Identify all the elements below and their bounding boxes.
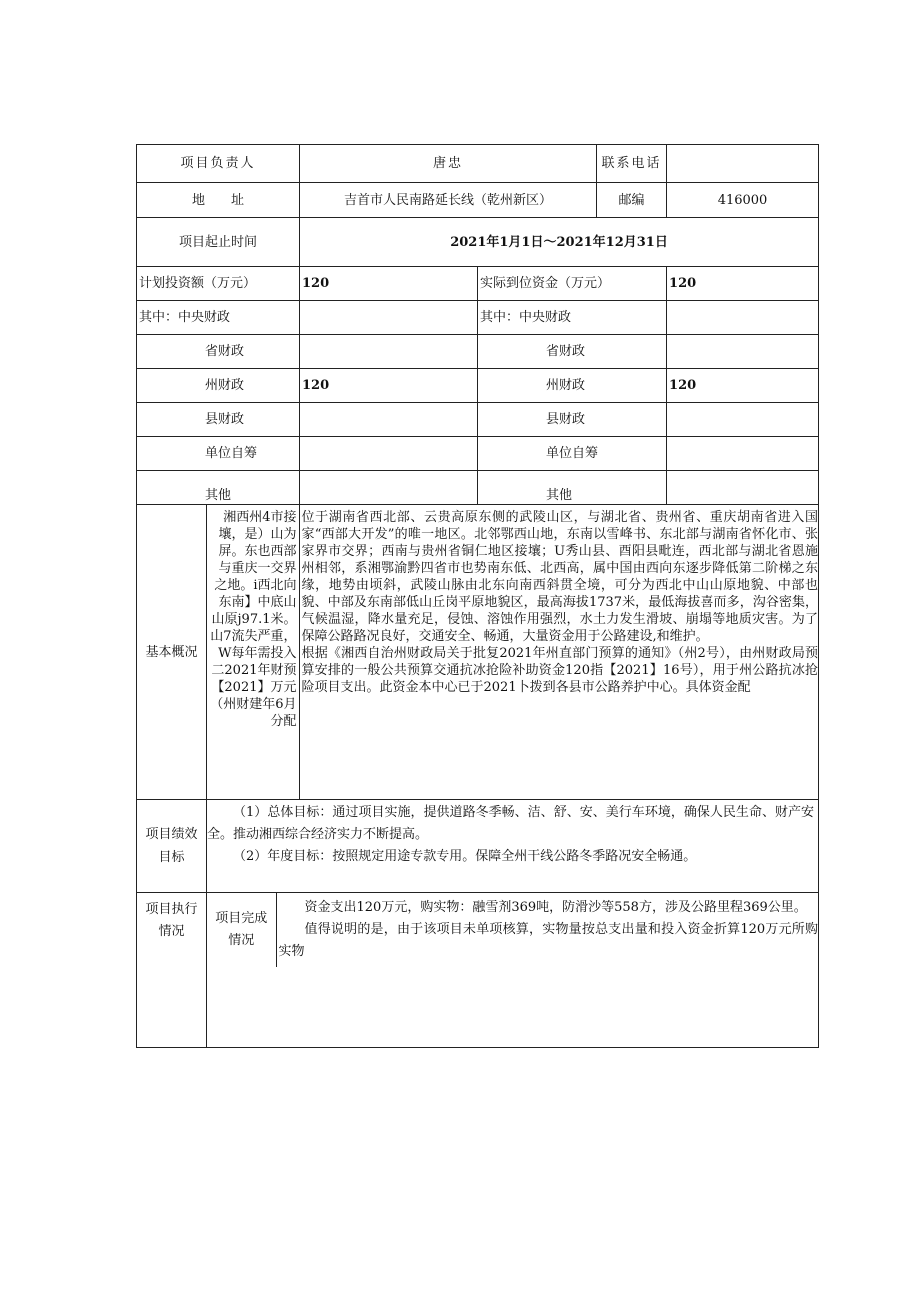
leader-row	[137, 145, 819, 183]
fund-right-label: 省财政	[478, 335, 667, 369]
fund-left-value	[300, 335, 478, 369]
execution-row	[137, 893, 819, 1048]
fund-right-value	[667, 403, 819, 437]
fund-right-value	[667, 471, 819, 505]
planned-row	[137, 267, 819, 301]
fund-right-label: 其他	[478, 471, 667, 505]
completion-paragraph-1: 资金支出120万元，购实物：融雪剂369吨，防滑沙等558方，涉及公路里程369公里。	[304, 900, 807, 915]
leader-value: 唐忠	[300, 145, 597, 183]
project-form	[136, 144, 818, 1048]
fund-row-other	[137, 471, 819, 505]
overview-paragraph-1: 位于湖南省西北部、云贵高原东侧的武陵山区，与湖北省、贵州省、重庆胡南省进入国家“西部大开发”的唯一地区。北邻鄂西山地，东南以雪峰书、东北部与湖南省怀化市、张家界市交界；西南与贵州省铜仁地区接壤；U秀山县、酉阳县毗连，西北部与湖北省恩施州相邻，系湘鄂渝黔四省市也势南东低、北西高，属中国由西向东逐步降低第二阶梯之东缘，地势由顷斜，武陵山脉由北东向南西斜贯全境，可分为西北中山山原地貌、中部也貌、中部及东南部低山丘岗平原地貌区，最高海拔1737米，最低海拔喜而多，沟谷密集，气候温湿，降水量充足，侵蚀、溶蚀作用强烈，水土力发生滑坡、崩塌等地质灾害。为了保障公路路况良好，交通安全、畅通，大量资金用于公路建设,和维护。	[301, 510, 819, 644]
fund-right-label: 县财政	[478, 403, 667, 437]
address-row	[137, 183, 819, 218]
fund-left-label: 其中：中央财政	[137, 301, 300, 335]
leader-label: 项目负责人	[137, 145, 300, 183]
fund-left-value	[300, 301, 478, 335]
fund-left-value	[300, 403, 478, 437]
actual-label: 实际到位资金（万元）	[478, 267, 667, 301]
period-value: 2021年1月1日～2021年12月31日	[300, 218, 819, 267]
performance-goal-1: （1）总体目标：通过项目实施，提供道路冬季畅、洁、舒、安、美行车环境，确保人民生命、财产安全。推动湘西综合经济实力不断提高。	[207, 805, 815, 842]
fund-right-label: 州财政	[478, 369, 667, 403]
performance-row	[137, 800, 819, 893]
postcode-value: 416000	[667, 183, 819, 218]
fund-right-label: 单位自筹	[478, 437, 667, 471]
planned-value: 120	[300, 267, 478, 301]
project-info-table	[136, 144, 819, 1048]
overview-left-column: 湘西州4市接壤，是）山为屏。东也西部与重庆一交界之地。i西北向东南】中底山山原j97.1米。山7流失严重，W每年需投入二2021年财预【2021】万元（州财建年6月分配	[207, 505, 299, 799]
planned-label: 计划投资额（万元）	[137, 267, 300, 301]
address-value: 吉首市人民南路延长线（乾州新区）	[300, 183, 597, 218]
fund-right-value: 120	[667, 369, 819, 403]
fund-right-value	[667, 437, 819, 471]
phone-label: 联系电话	[597, 145, 667, 183]
completion-label: 项目完成情况	[207, 893, 276, 967]
fund-left-value	[300, 471, 478, 505]
overview-label: 基本概况	[137, 505, 207, 800]
completion-paragraph-2: 值得说明的是，由于该项目未单项核算，实物量按总支出量和投入资金折算120万元所购实物	[278, 922, 819, 959]
fund-left-value: 120	[300, 369, 478, 403]
fund-right-value	[667, 335, 819, 369]
performance-goal-2: （2）年度目标：按照规定用途专款专用。保障全州干线公路冬季路况安全畅通。	[233, 849, 697, 864]
postcode-label: 邮编	[597, 183, 667, 218]
performance-label: 项目绩效目标	[137, 800, 207, 893]
overview-paragraph-2: 根据《湘西自治州财政局关于批复2021年州直部门预算的通知》（州2号），由州财政局预算安排的一般公共预算交通抗冰抢险补助资金120指【2021】16号），用于州公路抗冰抢险项目支出。此资金本中心已于2021卜拨到各县市公路养护中心。具体资金配	[301, 646, 819, 695]
fund-left-value	[300, 437, 478, 471]
execution-label: 项目执行情况	[137, 893, 207, 1048]
overview-row	[137, 505, 819, 800]
period-row	[137, 218, 819, 267]
fund-left-label: 县财政	[137, 403, 300, 437]
fund-left-label: 单位自筹	[137, 437, 300, 471]
overview-content	[207, 505, 819, 800]
phone-value	[667, 145, 819, 183]
fund-row-central	[137, 301, 819, 335]
period-label: 项目起止时间	[137, 218, 300, 267]
fund-row-province	[137, 335, 819, 369]
fund-row-self	[137, 437, 819, 471]
fund-left-label: 省财政	[137, 335, 300, 369]
fund-right-label: 其中：中央财政	[478, 301, 667, 335]
actual-value: 120	[667, 267, 819, 301]
address-label: 地 址	[137, 183, 300, 218]
fund-right-value	[667, 301, 819, 335]
fund-row-county	[137, 403, 819, 437]
fund-left-label: 其他	[137, 471, 300, 505]
fund-row-prefecture	[137, 369, 819, 403]
fund-left-label: 州财政	[137, 369, 300, 403]
